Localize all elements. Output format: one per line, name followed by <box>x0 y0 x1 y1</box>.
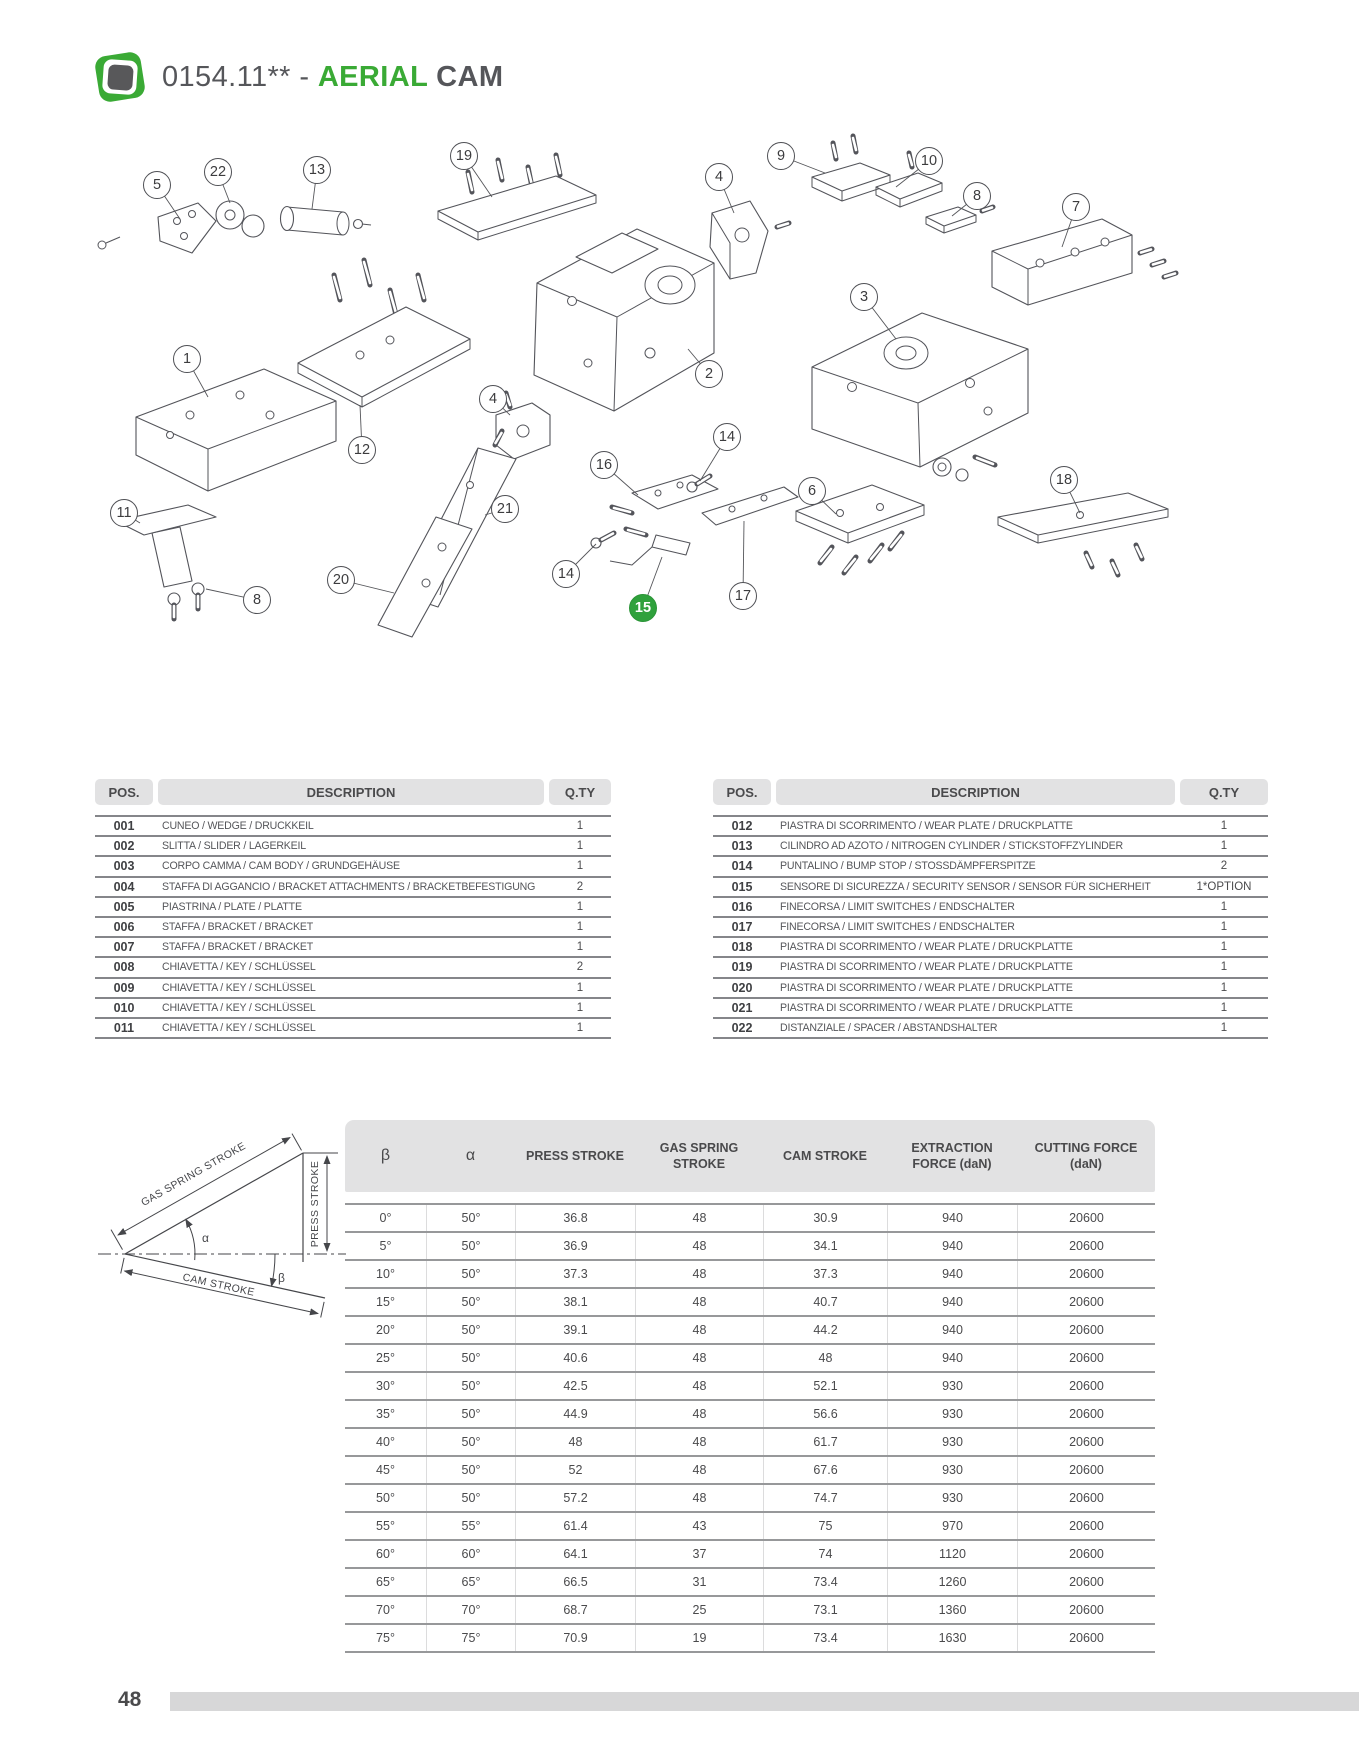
balloon-14: 14 <box>552 560 580 588</box>
press-stroke-label: PRESS STROKE <box>309 1160 321 1248</box>
pos-cell: 005 <box>113 899 135 914</box>
pos-cell: 007 <box>113 940 135 955</box>
stroke-cell: 50° <box>426 1373 515 1399</box>
description-cell: CHIAVETTA / KEY / SCHLÜSSEL <box>162 981 316 994</box>
description-cell: PUNTALINO / BUMP STOP / STOSSDÄMPFERSPITZE <box>780 860 1036 873</box>
parts-row-007 <box>95 938 611 958</box>
balloon-17: 17 <box>729 582 757 610</box>
part-code: 0154.11** <box>162 60 291 93</box>
qty-cell: 1 <box>576 1021 584 1034</box>
stroke-cell: 75° <box>376 1631 395 1645</box>
qty-cell: 2 <box>1220 860 1228 873</box>
stroke-cell: 50° <box>426 1429 515 1455</box>
stroke-row-45° <box>345 1457 1155 1485</box>
pos-cell: 021 <box>731 1000 753 1015</box>
parts-table-left-header <box>95 779 611 805</box>
balloon-15: 15 <box>629 594 657 622</box>
pos-cell: 008 <box>113 960 135 975</box>
stroke-cell: 20600 <box>1017 1401 1155 1427</box>
stroke-row-0° <box>345 1205 1155 1233</box>
parts-table-left <box>95 779 611 1039</box>
description-column-header: DESCRIPTION <box>158 779 544 805</box>
stroke-cell: 20600 <box>1017 1373 1155 1399</box>
pos-cell: 004 <box>113 879 135 894</box>
stroke-row-35° <box>345 1401 1155 1429</box>
balloon-14: 14 <box>713 423 741 451</box>
stroke-cell: 20° <box>376 1323 395 1337</box>
stroke-cell: 25 <box>635 1597 763 1623</box>
parts-table-right-header <box>713 779 1268 805</box>
stroke-cell: 20600 <box>1017 1569 1155 1595</box>
qty-cell: 2 <box>576 880 584 893</box>
description-column-header: DESCRIPTION <box>776 779 1175 805</box>
balloon-4: 4 <box>705 163 733 191</box>
stroke-cell: 48 <box>635 1233 763 1259</box>
stroke-row-15° <box>345 1289 1155 1317</box>
pos-cell: 015 <box>731 879 753 894</box>
qty-cell: 1*OPTION <box>1196 880 1252 893</box>
parts-table-left-body <box>95 815 611 1039</box>
exploded-drawing <box>40 115 1320 660</box>
stroke-cell: 48 <box>635 1373 763 1399</box>
stroke-cell: 20600 <box>1017 1261 1155 1287</box>
parts-row-009 <box>95 979 611 999</box>
stroke-cell: 75° <box>426 1625 515 1651</box>
parts-row-022 <box>713 1019 1268 1039</box>
stroke-cell: 940 <box>887 1233 1017 1259</box>
stroke-row-30° <box>345 1373 1155 1401</box>
parts-row-014 <box>713 857 1268 877</box>
page-header <box>93 50 503 104</box>
stroke-cell: 52 <box>515 1457 635 1483</box>
pos-cell: 002 <box>113 839 135 854</box>
stroke-cell: 34.1 <box>763 1233 887 1259</box>
page-title: 0154.11** - AERIAL CAM <box>162 60 504 93</box>
stroke-cell: 20600 <box>1017 1317 1155 1343</box>
balloon-1: 1 <box>173 345 201 373</box>
stroke-cell: 55° <box>426 1513 515 1539</box>
stroke-cell: 70° <box>376 1603 395 1617</box>
stroke-cell: 68.7 <box>515 1597 635 1623</box>
stroke-cell: 20600 <box>1017 1345 1155 1371</box>
parts-row-015 <box>713 878 1268 898</box>
stroke-cell: 37.3 <box>763 1261 887 1287</box>
parts-table-right-body <box>713 815 1268 1039</box>
stroke-cell: 20600 <box>1017 1513 1155 1539</box>
pos-cell: 010 <box>113 1000 135 1015</box>
stroke-row-40° <box>345 1429 1155 1457</box>
pos-cell: 001 <box>113 819 135 834</box>
stroke-cell: 31 <box>635 1569 763 1595</box>
qty-cell: 1 <box>576 1001 584 1014</box>
balloon-6: 6 <box>798 477 826 505</box>
qty-column-header: Q.TY <box>1180 779 1268 805</box>
stroke-row-10° <box>345 1261 1155 1289</box>
pos-cell: 003 <box>113 859 135 874</box>
stroke-cell: 48 <box>635 1289 763 1315</box>
stroke-cell: 1120 <box>887 1541 1017 1567</box>
stroke-cell: 40.7 <box>763 1289 887 1315</box>
title-green: AERIAL <box>317 60 428 93</box>
stroke-cell: 940 <box>887 1205 1017 1231</box>
stroke-cell: 15° <box>376 1295 395 1309</box>
balloon-5: 5 <box>143 171 171 199</box>
parts-row-004 <box>95 878 611 898</box>
stroke-cell: 930 <box>887 1457 1017 1483</box>
extraction-force-column-header: EXTRACTION FORCE (daN) <box>911 1140 993 1171</box>
stroke-cell: 52.1 <box>763 1373 887 1399</box>
pos-cell: 022 <box>731 1020 753 1035</box>
parts-row-005 <box>95 898 611 918</box>
stroke-cell: 50° <box>426 1345 515 1371</box>
stroke-cell: 20600 <box>1017 1429 1155 1455</box>
stroke-cell: 50° <box>426 1317 515 1343</box>
stroke-cell: 50° <box>426 1261 515 1287</box>
pos-cell: 006 <box>113 920 135 935</box>
parts-row-001 <box>95 817 611 837</box>
pos-cell: 014 <box>731 859 753 874</box>
footer-bar <box>170 1692 1359 1711</box>
stroke-data-table <box>345 1120 1155 1653</box>
description-cell: SLITTA / SLIDER / LAGERKEIL <box>162 840 306 853</box>
stroke-cell: 55° <box>376 1519 395 1533</box>
stroke-cell: 73.4 <box>763 1569 887 1595</box>
pos-cell: 018 <box>731 940 753 955</box>
stroke-cell: 70.9 <box>515 1625 635 1651</box>
stroke-cell: 1260 <box>887 1569 1017 1595</box>
stroke-cell: 48 <box>635 1345 763 1371</box>
brand-logo-icon <box>93 50 147 104</box>
pos-cell: 011 <box>113 1020 135 1035</box>
stroke-cell: 73.4 <box>763 1625 887 1651</box>
stroke-cell: 65° <box>426 1569 515 1595</box>
stroke-cell: 36.8 <box>515 1205 635 1231</box>
pos-cell: 019 <box>731 960 753 975</box>
stroke-cell: 56.6 <box>763 1401 887 1427</box>
stroke-row-20° <box>345 1317 1155 1345</box>
balloon-10: 10 <box>915 147 943 175</box>
qty-column-header: Q.TY <box>549 779 611 805</box>
parts-row-011 <box>95 1019 611 1039</box>
press-stroke-column-header: PRESS STROKE <box>526 1148 624 1163</box>
description-cell: CORPO CAMMA / CAM BODY / GRUNDGEHÄUSE <box>162 860 400 873</box>
stroke-cell: 61.7 <box>763 1429 887 1455</box>
stroke-row-75° <box>345 1625 1155 1653</box>
pos-cell: 009 <box>113 980 135 995</box>
parts-row-016 <box>713 898 1268 918</box>
parts-row-006 <box>95 918 611 938</box>
balloon-9: 9 <box>767 142 795 170</box>
stroke-cell: 20600 <box>1017 1233 1155 1259</box>
balloon-8: 8 <box>963 182 991 210</box>
stroke-cell: 940 <box>887 1317 1017 1343</box>
beta-column-header: β <box>380 1146 391 1164</box>
parts-row-010 <box>95 999 611 1019</box>
balloon-4: 4 <box>479 385 507 413</box>
qty-cell: 1 <box>576 820 584 833</box>
qty-cell: 1 <box>576 840 584 853</box>
parts-row-017 <box>713 918 1268 938</box>
pos-column-header: POS. <box>713 779 771 805</box>
description-cell: CHIAVETTA / KEY / SCHLÜSSEL <box>162 1001 316 1014</box>
stroke-cell: 50° <box>426 1485 515 1511</box>
stroke-cell: 65° <box>376 1575 395 1589</box>
description-cell: DISTANZIALE / SPACER / ABSTANDSHALTER <box>780 1021 998 1034</box>
balloon-20: 20 <box>327 566 355 594</box>
gas-spring-stroke-label: GAS SPRING STROKE <box>139 1139 248 1209</box>
stroke-row-65° <box>345 1569 1155 1597</box>
stroke-cell: 42.5 <box>515 1373 635 1399</box>
stroke-cell: 50° <box>426 1205 515 1231</box>
stroke-cell: 60° <box>426 1541 515 1567</box>
stroke-cell: 35° <box>376 1407 395 1421</box>
qty-cell: 1 <box>1220 981 1228 994</box>
stroke-cell: 74.7 <box>763 1485 887 1511</box>
stroke-cell: 74 <box>763 1541 887 1567</box>
stroke-cell: 66.5 <box>515 1569 635 1595</box>
stroke-row-5° <box>345 1233 1155 1261</box>
title-dark: CAM <box>436 60 504 93</box>
stroke-cell: 20600 <box>1017 1597 1155 1623</box>
stroke-cell: 5° <box>379 1239 392 1253</box>
stroke-cell: 37.3 <box>515 1261 635 1287</box>
stroke-cell: 970 <box>887 1513 1017 1539</box>
stroke-cell: 44.9 <box>515 1401 635 1427</box>
qty-cell: 1 <box>1220 921 1228 934</box>
stroke-cell: 48 <box>763 1345 887 1371</box>
parts-row-020 <box>713 979 1268 999</box>
stroke-cell: 20600 <box>1017 1289 1155 1315</box>
balloon-12: 12 <box>348 436 376 464</box>
balloon-3: 3 <box>850 283 878 311</box>
stroke-cell: 20600 <box>1017 1457 1155 1483</box>
stroke-cell: 20600 <box>1017 1485 1155 1511</box>
stroke-cell: 20600 <box>1017 1205 1155 1231</box>
balloon-8: 8 <box>243 586 271 614</box>
parts-row-012 <box>713 817 1268 837</box>
stroke-table-header <box>345 1120 1155 1192</box>
stroke-cell: 73.1 <box>763 1597 887 1623</box>
qty-cell: 1 <box>1220 1021 1228 1034</box>
parts-row-019 <box>713 958 1268 978</box>
stroke-cell: 940 <box>887 1345 1017 1371</box>
stroke-cell: 36.9 <box>515 1233 635 1259</box>
stroke-cell: 40.6 <box>515 1345 635 1371</box>
pos-cell: 012 <box>731 819 753 834</box>
stroke-cell: 48 <box>635 1261 763 1287</box>
stroke-cell: 40° <box>376 1435 395 1449</box>
stroke-cell: 940 <box>887 1261 1017 1287</box>
parts-row-018 <box>713 938 1268 958</box>
stroke-cell: 60° <box>376 1547 395 1561</box>
stroke-cell: 48 <box>635 1205 763 1231</box>
stroke-row-55° <box>345 1513 1155 1541</box>
qty-cell: 1 <box>1220 961 1228 974</box>
cam-stroke-label: CAM STROKE <box>181 1271 256 1299</box>
stroke-cell: 940 <box>887 1289 1017 1315</box>
stroke-cell: 930 <box>887 1485 1017 1511</box>
qty-cell: 1 <box>576 921 584 934</box>
stroke-cell: 39.1 <box>515 1317 635 1343</box>
qty-cell: 1 <box>576 981 584 994</box>
qty-cell: 1 <box>576 900 584 913</box>
pos-column-header: POS. <box>95 779 153 805</box>
stroke-cell: 45° <box>376 1463 395 1477</box>
stroke-cell: 75 <box>763 1513 887 1539</box>
parts-row-013 <box>713 837 1268 857</box>
balloon-19: 19 <box>450 142 478 170</box>
stroke-cell: 48 <box>635 1429 763 1455</box>
stroke-cell: 1360 <box>887 1597 1017 1623</box>
pos-cell: 013 <box>731 839 753 854</box>
description-cell: CILINDRO AD AZOTO / NITROGEN CYLINDER / STICKSTOFFZYLINDER <box>780 840 1123 853</box>
stroke-cell: 50° <box>426 1457 515 1483</box>
qty-cell: 2 <box>576 961 584 974</box>
stroke-cell: 67.6 <box>763 1457 887 1483</box>
parts-row-008 <box>95 958 611 978</box>
description-cell: STAFFA / BRACKET / BRACKET <box>162 921 313 934</box>
page-number: 48 <box>118 1688 142 1711</box>
qty-cell: 1 <box>1220 820 1228 833</box>
description-cell: FINECORSA / LIMIT SWITCHES / ENDSCHALTER <box>780 921 1015 934</box>
stroke-cell: 930 <box>887 1401 1017 1427</box>
qty-cell: 1 <box>1220 1001 1228 1014</box>
stroke-cell: 50° <box>426 1401 515 1427</box>
description-cell: PIASTRA DI SCORRIMENTO / WEAR PLATE / DRUCKPLATTE <box>780 981 1073 994</box>
stroke-row-25° <box>345 1345 1155 1373</box>
parts-row-002 <box>95 837 611 857</box>
pos-cell: 017 <box>731 920 753 935</box>
qty-cell: 1 <box>1220 941 1228 954</box>
angle-diagram <box>90 1130 360 1320</box>
stroke-cell: 30.9 <box>763 1205 887 1231</box>
gas-spring-stroke-column-header: GAS SPRING STROKE <box>659 1140 739 1171</box>
description-cell: PIASTRINA / PLATE / PLATTE <box>162 900 302 913</box>
stroke-cell: 30° <box>376 1379 395 1393</box>
stroke-cell: 20600 <box>1017 1541 1155 1567</box>
balloon-22: 22 <box>204 158 232 186</box>
qty-cell: 1 <box>1220 840 1228 853</box>
description-cell: PIASTRA DI SCORRIMENTO / WEAR PLATE / DRUCKPLATTE <box>780 820 1073 833</box>
stroke-cell: 64.1 <box>515 1541 635 1567</box>
stroke-cell: 48 <box>635 1401 763 1427</box>
stroke-cell: 930 <box>887 1429 1017 1455</box>
beta-label: β <box>278 1271 286 1285</box>
stroke-row-70° <box>345 1597 1155 1625</box>
cutting-force-column-header: CUTTING FORCE (daN) <box>1034 1140 1138 1171</box>
stroke-row-60° <box>345 1541 1155 1569</box>
stroke-cell: 61.4 <box>515 1513 635 1539</box>
balloon-16: 16 <box>590 451 618 479</box>
stroke-cell: 38.1 <box>515 1289 635 1315</box>
description-cell: FINECORSA / LIMIT SWITCHES / ENDSCHALTER <box>780 900 1015 913</box>
description-cell: SENSORE DI SICUREZZA / SECURITY SENSOR / SENSOR FÜR SICHERHEIT <box>780 880 1151 893</box>
stroke-cell: 48 <box>515 1429 635 1455</box>
balloon-11: 11 <box>110 499 138 527</box>
alpha-column-header: α <box>465 1146 476 1164</box>
stroke-cell: 20600 <box>1017 1625 1155 1651</box>
balloon-7: 7 <box>1062 193 1090 221</box>
balloon-13: 13 <box>303 156 331 184</box>
pos-cell: 020 <box>731 980 753 995</box>
description-cell: PIASTRA DI SCORRIMENTO / WEAR PLATE / DRUCKPLATTE <box>780 961 1073 974</box>
stroke-cell: 37 <box>635 1541 763 1567</box>
qty-cell: 1 <box>576 941 584 954</box>
stroke-cell: 48 <box>635 1485 763 1511</box>
description-cell: PIASTRA DI SCORRIMENTO / WEAR PLATE / DRUCKPLATTE <box>780 1001 1073 1014</box>
balloon-18: 18 <box>1050 466 1078 494</box>
stroke-cell: 50° <box>426 1233 515 1259</box>
balloon-2: 2 <box>695 360 723 388</box>
stroke-cell: 43 <box>635 1513 763 1539</box>
alpha-label: α <box>202 1231 210 1245</box>
stroke-cell: 19 <box>635 1625 763 1651</box>
stroke-cell: 44.2 <box>763 1317 887 1343</box>
parts-row-021 <box>713 999 1268 1019</box>
stroke-cell: 25° <box>376 1351 395 1365</box>
qty-cell: 1 <box>576 860 584 873</box>
stroke-cell: 57.2 <box>515 1485 635 1511</box>
cam-stroke-column-header: CAM STROKE <box>782 1148 868 1163</box>
parts-table-right <box>713 779 1268 1039</box>
description-cell: STAFFA / BRACKET / BRACKET <box>162 941 313 954</box>
description-cell: CUNEO / WEDGE / DRUCKKEIL <box>162 820 314 833</box>
stroke-row-50° <box>345 1485 1155 1513</box>
description-cell: CHIAVETTA / KEY / SCHLÜSSEL <box>162 961 316 974</box>
stroke-cell: 930 <box>887 1373 1017 1399</box>
pos-cell: 016 <box>731 899 753 914</box>
stroke-cell: 0° <box>379 1211 392 1225</box>
parts-row-003 <box>95 857 611 877</box>
description-cell: STAFFA DI AGGANCIO / BRACKET ATTACHMENTS / BRACKETBEFESTIGUNG <box>162 880 536 893</box>
stroke-cell: 48 <box>635 1317 763 1343</box>
qty-cell: 1 <box>1220 900 1228 913</box>
stroke-cell: 48 <box>635 1457 763 1483</box>
stroke-table-body <box>345 1203 1155 1653</box>
stroke-cell: 50° <box>376 1491 395 1505</box>
description-cell: CHIAVETTA / KEY / SCHLÜSSEL <box>162 1021 316 1034</box>
balloon-21: 21 <box>491 495 519 523</box>
stroke-cell: 10° <box>376 1267 395 1281</box>
stroke-cell: 1630 <box>887 1625 1017 1651</box>
stroke-cell: 50° <box>426 1289 515 1315</box>
description-cell: PIASTRA DI SCORRIMENTO / WEAR PLATE / DRUCKPLATTE <box>780 941 1073 954</box>
stroke-cell: 70° <box>426 1597 515 1623</box>
